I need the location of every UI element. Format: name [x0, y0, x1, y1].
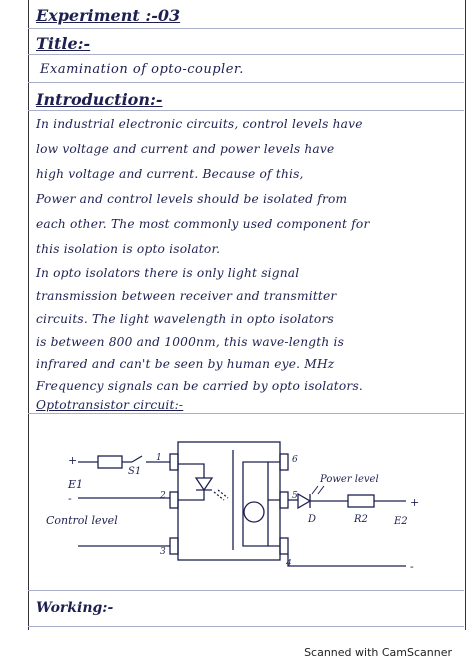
pin-3-label: 3: [160, 547, 166, 557]
intro-line: Power and control levels should be isolated from: [36, 192, 348, 206]
intro-line: In industrial electronic circuits, control levels have: [36, 117, 363, 131]
pin-1-label: 1: [156, 453, 162, 463]
intro-line: Frequency signals can be carried by opto isolators.: [36, 379, 363, 393]
title-text: Examination of opto-coupler.: [40, 62, 244, 77]
ruled-line: [28, 82, 464, 83]
experiment-heading: Experiment :-03: [36, 6, 181, 25]
intro-line: high voltage and current. Because of this,: [36, 167, 304, 181]
introduction-heading: Introduction:-: [36, 90, 163, 109]
working-heading: Working:-: [36, 600, 114, 616]
intro-line: transmission between receiver and transmitter: [36, 289, 337, 303]
e2-plus-label: +: [410, 496, 420, 509]
plus-label: +: [68, 454, 78, 467]
ruled-line: [28, 413, 464, 414]
intro-line: this isolation is opto isolator.: [36, 242, 221, 256]
intro-line: circuits. The light wavelength in opto isolators: [36, 312, 334, 326]
ruled-line: [28, 110, 464, 111]
pin-2-label: 2: [160, 491, 166, 501]
title-heading: Title:-: [36, 34, 91, 53]
resistor-r2: [348, 495, 374, 507]
optocoupler-circuit-diagram: [28, 420, 464, 590]
pin-6-label: 6: [292, 455, 298, 465]
led-symbol: [196, 478, 212, 490]
ic-body: [178, 442, 280, 560]
ruled-line: [28, 590, 464, 591]
ic-pin-2: [170, 492, 178, 508]
e1-label: E1: [68, 478, 84, 491]
intro-line: is between 800 and 1000nm, this wave-length is: [36, 335, 345, 349]
minus-label: -: [68, 492, 72, 505]
resistor-r1: [98, 456, 122, 468]
diode-d: [298, 494, 310, 508]
s1-label: S1: [128, 466, 142, 477]
ic-pin-1: [170, 454, 178, 470]
intro-line: each other. The most commonly used component for: [36, 217, 370, 231]
pin-5-label: 5: [292, 491, 298, 501]
scanner-footer: Scanned with CamScanner: [304, 646, 452, 659]
ruled-line: [28, 54, 464, 55]
ruled-line: [28, 28, 464, 29]
r2-label: R2: [354, 514, 368, 525]
intro-line: In opto isolators there is only light signal: [36, 266, 300, 280]
pin-4-label: 4: [286, 559, 292, 569]
e2-label: E2: [394, 516, 408, 527]
phototransistor-symbol: [233, 450, 268, 550]
intro-line: infrared and can't be seen by human eye. MHz: [36, 357, 335, 371]
power-level-label: Power level: [320, 474, 379, 485]
control-level-label: Control level: [46, 514, 118, 527]
ic-pin-4: [280, 538, 288, 554]
e2-minus-label: -: [410, 560, 414, 573]
ic-pin-3: [170, 538, 178, 554]
ic-pin-5: [280, 492, 288, 508]
diode-label: D: [308, 514, 317, 525]
intro-line: low voltage and current and power levels have: [36, 142, 335, 156]
ic-pin-6: [280, 454, 288, 470]
ruled-line: [28, 626, 464, 627]
optotransistor-heading: Optotransistor circuit:-: [36, 398, 184, 412]
